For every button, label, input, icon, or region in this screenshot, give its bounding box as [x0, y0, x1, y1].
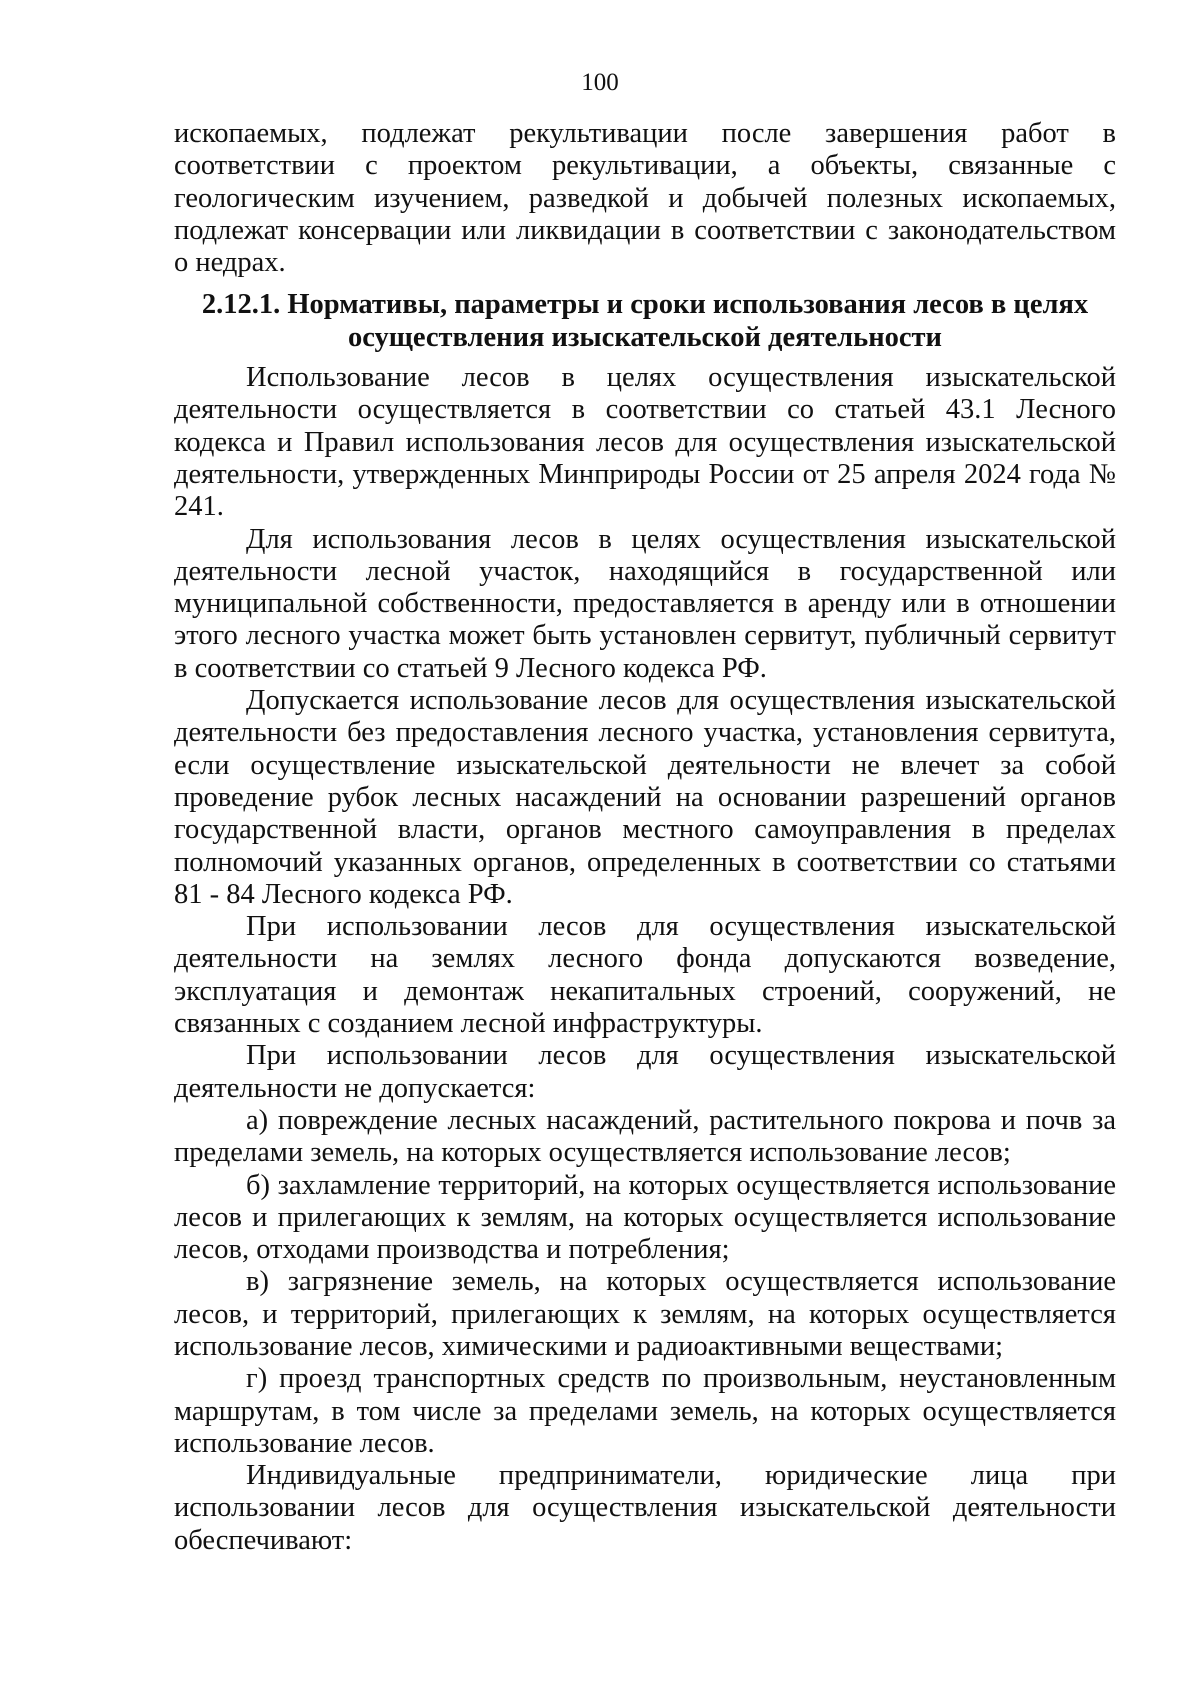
list-item-a: а) повреждение лесных насаждений, растительного покрова и почв за пределами земель, на которых осуществляется использование лесов; [174, 1104, 1116, 1169]
paragraph-continuation: ископаемых, подлежат рекультивации после завершения работ в соответствии с проектом рекультивации, а объекты, связанные с геологическим изучением, разведкой и добычей полезных ископаемых, подлежат консервации или ликвидации в соответствии с законодательством о недрах. [174, 118, 1116, 279]
paragraph-temporary-structures: При использовании лесов для осуществления изыскательской деятельности на землях лесного фонда допускаются возведение, эксплуатация и демонтаж некапитальных строений, сооружений, не связанных с созданием лесной инфраструктуры. [174, 911, 1116, 1040]
section-heading: 2.12.1. Нормативы, параметры и сроки использования лесов в целях осуществления изыскательской деятельности [201, 289, 1089, 353]
paragraph-legal-basis: Использование лесов в целях осуществления изыскательской деятельности осуществляется в соответствии со статьей 43.1 Лесного кодекса и Правил использования лесов для осуществления изыскательской деятельности, утвержденных Минприроды России от 25 апреля 2024 года № 241. [174, 362, 1116, 523]
list-item-v: в) загрязнение земель, на которых осуществляется использование лесов, и территорий, прилегающих к землям, на которых осуществляется использование лесов, химическими и радиоактивными веществами; [174, 1266, 1116, 1362]
paragraph-lease: Для использования лесов в целях осуществления изыскательской деятельности лесной участок, находящийся в государственной или муниципальной собственности, предоставляется в аренду или в отношении этого лесного участка может быть установлен сервитут, публичный сервитут в соответствии со статьей 9 Лесного кодекса РФ. [174, 523, 1116, 684]
paragraph-permitted-use: Допускается использование лесов для осуществления изыскательской деятельности без предоставления лесного участка, установления сервитута, если осуществление изыскательской деятельности не влечет за собой проведение рубок лесных насаждений на основании разрешений органов государственной власти, органов местного самоуправления в пределах полномочий указанных органов, определенных в соответствии со статьями 81 - 84 Лесного кодекса РФ. [174, 685, 1116, 910]
paragraph-prohibitions-intro: При использовании лесов для осуществления изыскательской деятельности не допускается: [174, 1040, 1116, 1104]
page-number: 100 [581, 69, 619, 96]
list-item-g: г) проезд транспортных средств по произвольным, неустановленным маршрутам, в том числе за пределами земель, на которых осуществляется использование лесов. [174, 1363, 1116, 1459]
paragraph-obligations-intro: Индивидуальные предприниматели, юридические лица при использовании лесов для осуществления изыскательской деятельности обеспечивают: [174, 1460, 1116, 1556]
document-body [174, 118, 1116, 1557]
list-item-b: б) захламление территорий, на которых осуществляется использование лесов и прилегающих к землям, на которых осуществляется использование лесов, отходами производства и потребления; [174, 1169, 1116, 1266]
